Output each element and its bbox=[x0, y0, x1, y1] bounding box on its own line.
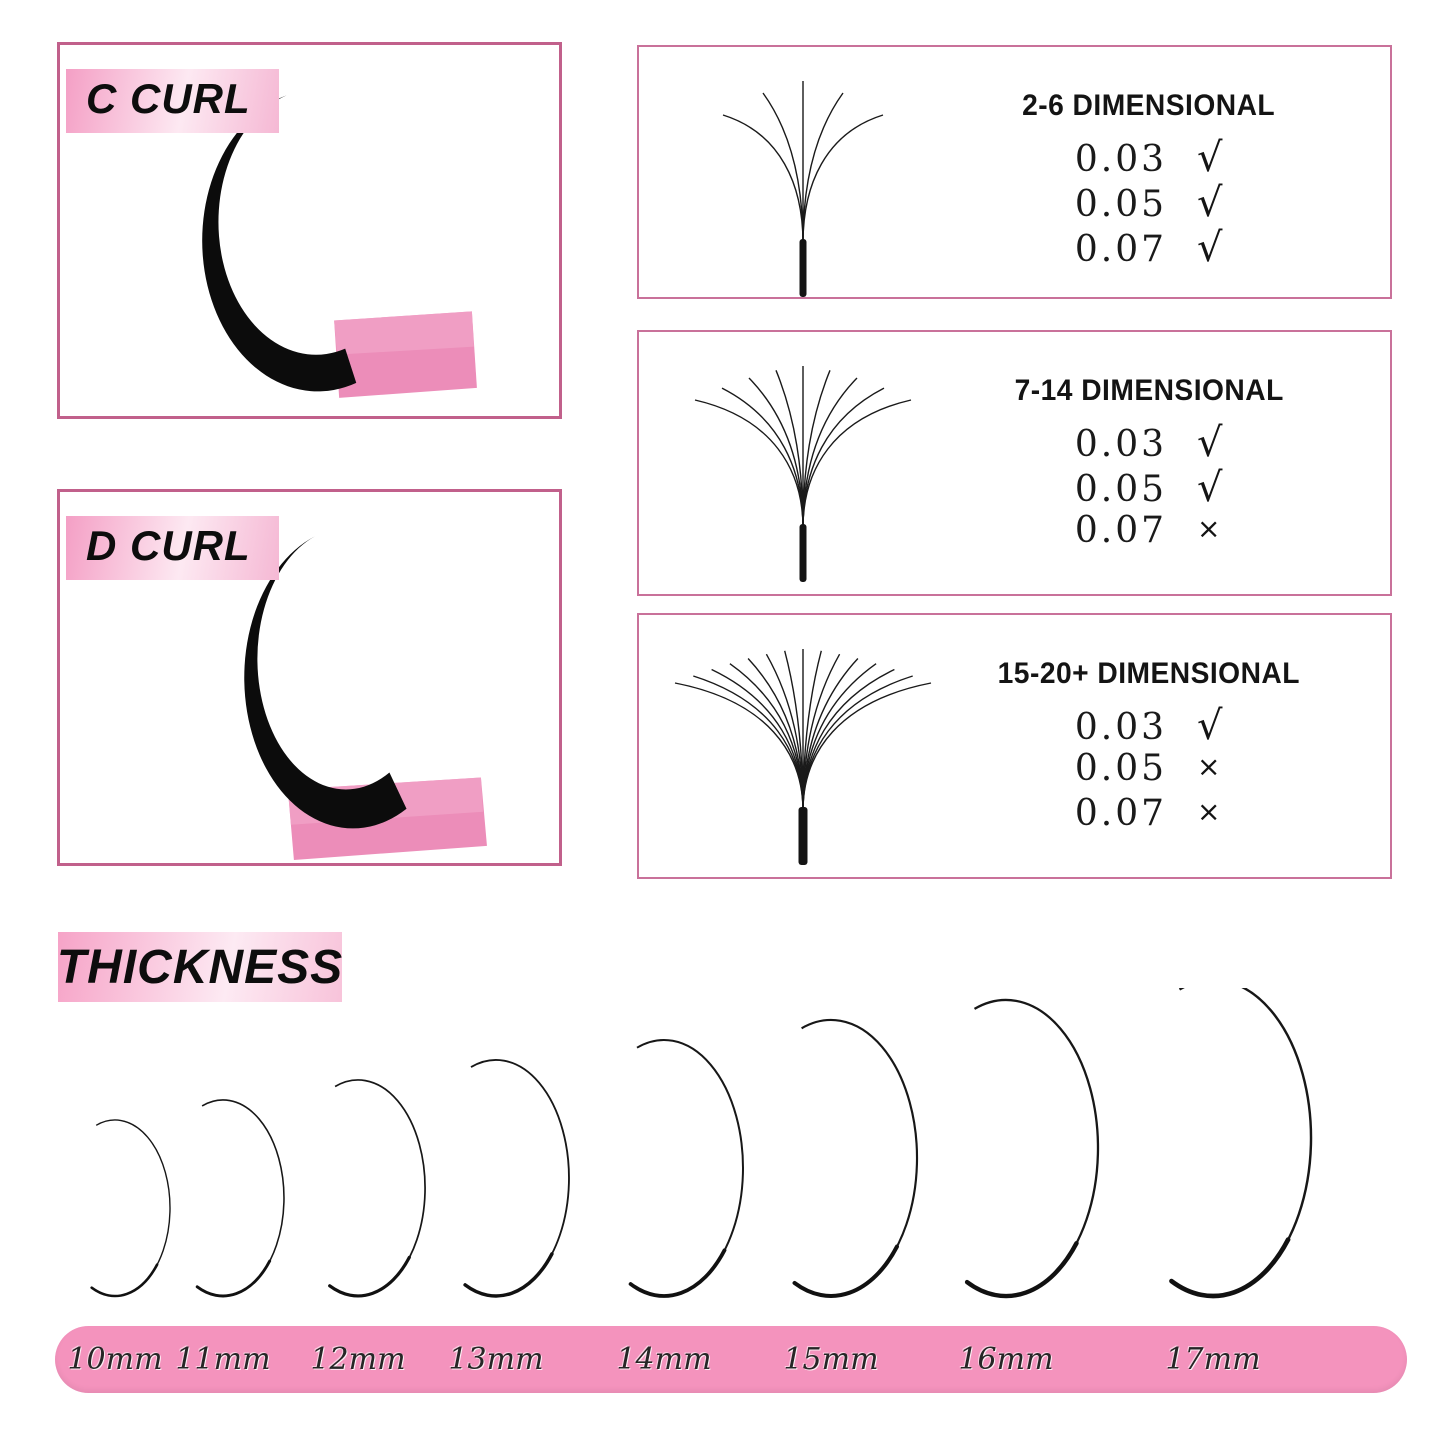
compatibility-row bbox=[1049, 748, 1249, 793]
dimension-title: 7-14 DIMENSIONAL bbox=[1014, 374, 1284, 407]
thickness-value: 0.05 bbox=[1074, 748, 1167, 789]
compatibility-row bbox=[1049, 465, 1249, 510]
check-mark: √ bbox=[1197, 180, 1223, 226]
length-label: 11mm bbox=[175, 1342, 271, 1377]
dimension-panel-7-14 bbox=[637, 330, 1392, 596]
dimension-title: 2-6 DIMENSIONAL bbox=[1022, 89, 1276, 122]
length-label: 14mm bbox=[616, 1342, 712, 1377]
compatibility-row bbox=[1049, 703, 1249, 748]
compatibility-row bbox=[1049, 420, 1249, 465]
check-mark: √ bbox=[1197, 465, 1223, 511]
check-mark: √ bbox=[1197, 135, 1223, 181]
length-bar bbox=[55, 1326, 1407, 1393]
thickness-compatibility-list bbox=[1049, 420, 1249, 555]
compatibility-row bbox=[1049, 225, 1249, 270]
thickness-value: 0.03 bbox=[1074, 707, 1167, 748]
length-label: 16mm bbox=[958, 1342, 1054, 1377]
d-curl-lash bbox=[244, 536, 406, 828]
length-curve-illustration bbox=[0, 988, 1445, 1320]
c-curl-badge: C CURL bbox=[66, 69, 279, 133]
lash-fan-illustration bbox=[653, 340, 953, 588]
thickness-value: 0.07 bbox=[1074, 793, 1167, 834]
thickness-value: 0.07 bbox=[1074, 510, 1167, 551]
dimension-content bbox=[949, 615, 1349, 877]
dimension-panel-15-20 bbox=[637, 613, 1392, 879]
lash-fan-illustration bbox=[653, 623, 953, 871]
length-label: 10mm bbox=[67, 1342, 163, 1377]
cross-mark: × bbox=[1197, 795, 1221, 828]
length-label: 15mm bbox=[783, 1342, 879, 1377]
thickness-value: 0.05 bbox=[1074, 184, 1167, 225]
check-mark: √ bbox=[1197, 420, 1223, 466]
thickness-compatibility-list bbox=[1049, 703, 1249, 838]
dimension-content bbox=[949, 47, 1349, 297]
compatibility-row bbox=[1049, 793, 1249, 838]
check-mark: √ bbox=[1197, 225, 1223, 271]
cross-mark: × bbox=[1197, 750, 1221, 783]
cross-mark: × bbox=[1197, 512, 1221, 545]
dimension-content bbox=[949, 332, 1349, 594]
length-label: 17mm bbox=[1165, 1342, 1261, 1377]
d-curl-badge: D CURL bbox=[66, 516, 279, 580]
thickness-badge: THICKNESS bbox=[58, 932, 342, 1002]
compatibility-row bbox=[1049, 510, 1249, 555]
thickness-value: 0.05 bbox=[1074, 469, 1167, 510]
thickness-value: 0.07 bbox=[1074, 229, 1167, 270]
length-label: 13mm bbox=[448, 1342, 544, 1377]
dimension-title: 15-20+ DIMENSIONAL bbox=[997, 657, 1301, 690]
compatibility-row bbox=[1049, 180, 1249, 225]
length-label: 12mm bbox=[310, 1342, 406, 1377]
c-curl-panel bbox=[57, 42, 562, 419]
thickness-value: 0.03 bbox=[1074, 424, 1167, 465]
d-curl-panel bbox=[57, 489, 562, 866]
dimension-panel-2-6 bbox=[637, 45, 1392, 299]
thickness-value: 0.03 bbox=[1074, 139, 1167, 180]
thickness-compatibility-list bbox=[1049, 135, 1249, 270]
c-curl-lash bbox=[202, 95, 356, 391]
lash-fan-illustration bbox=[653, 55, 953, 303]
compatibility-row bbox=[1049, 135, 1249, 180]
check-mark: √ bbox=[1197, 703, 1223, 749]
